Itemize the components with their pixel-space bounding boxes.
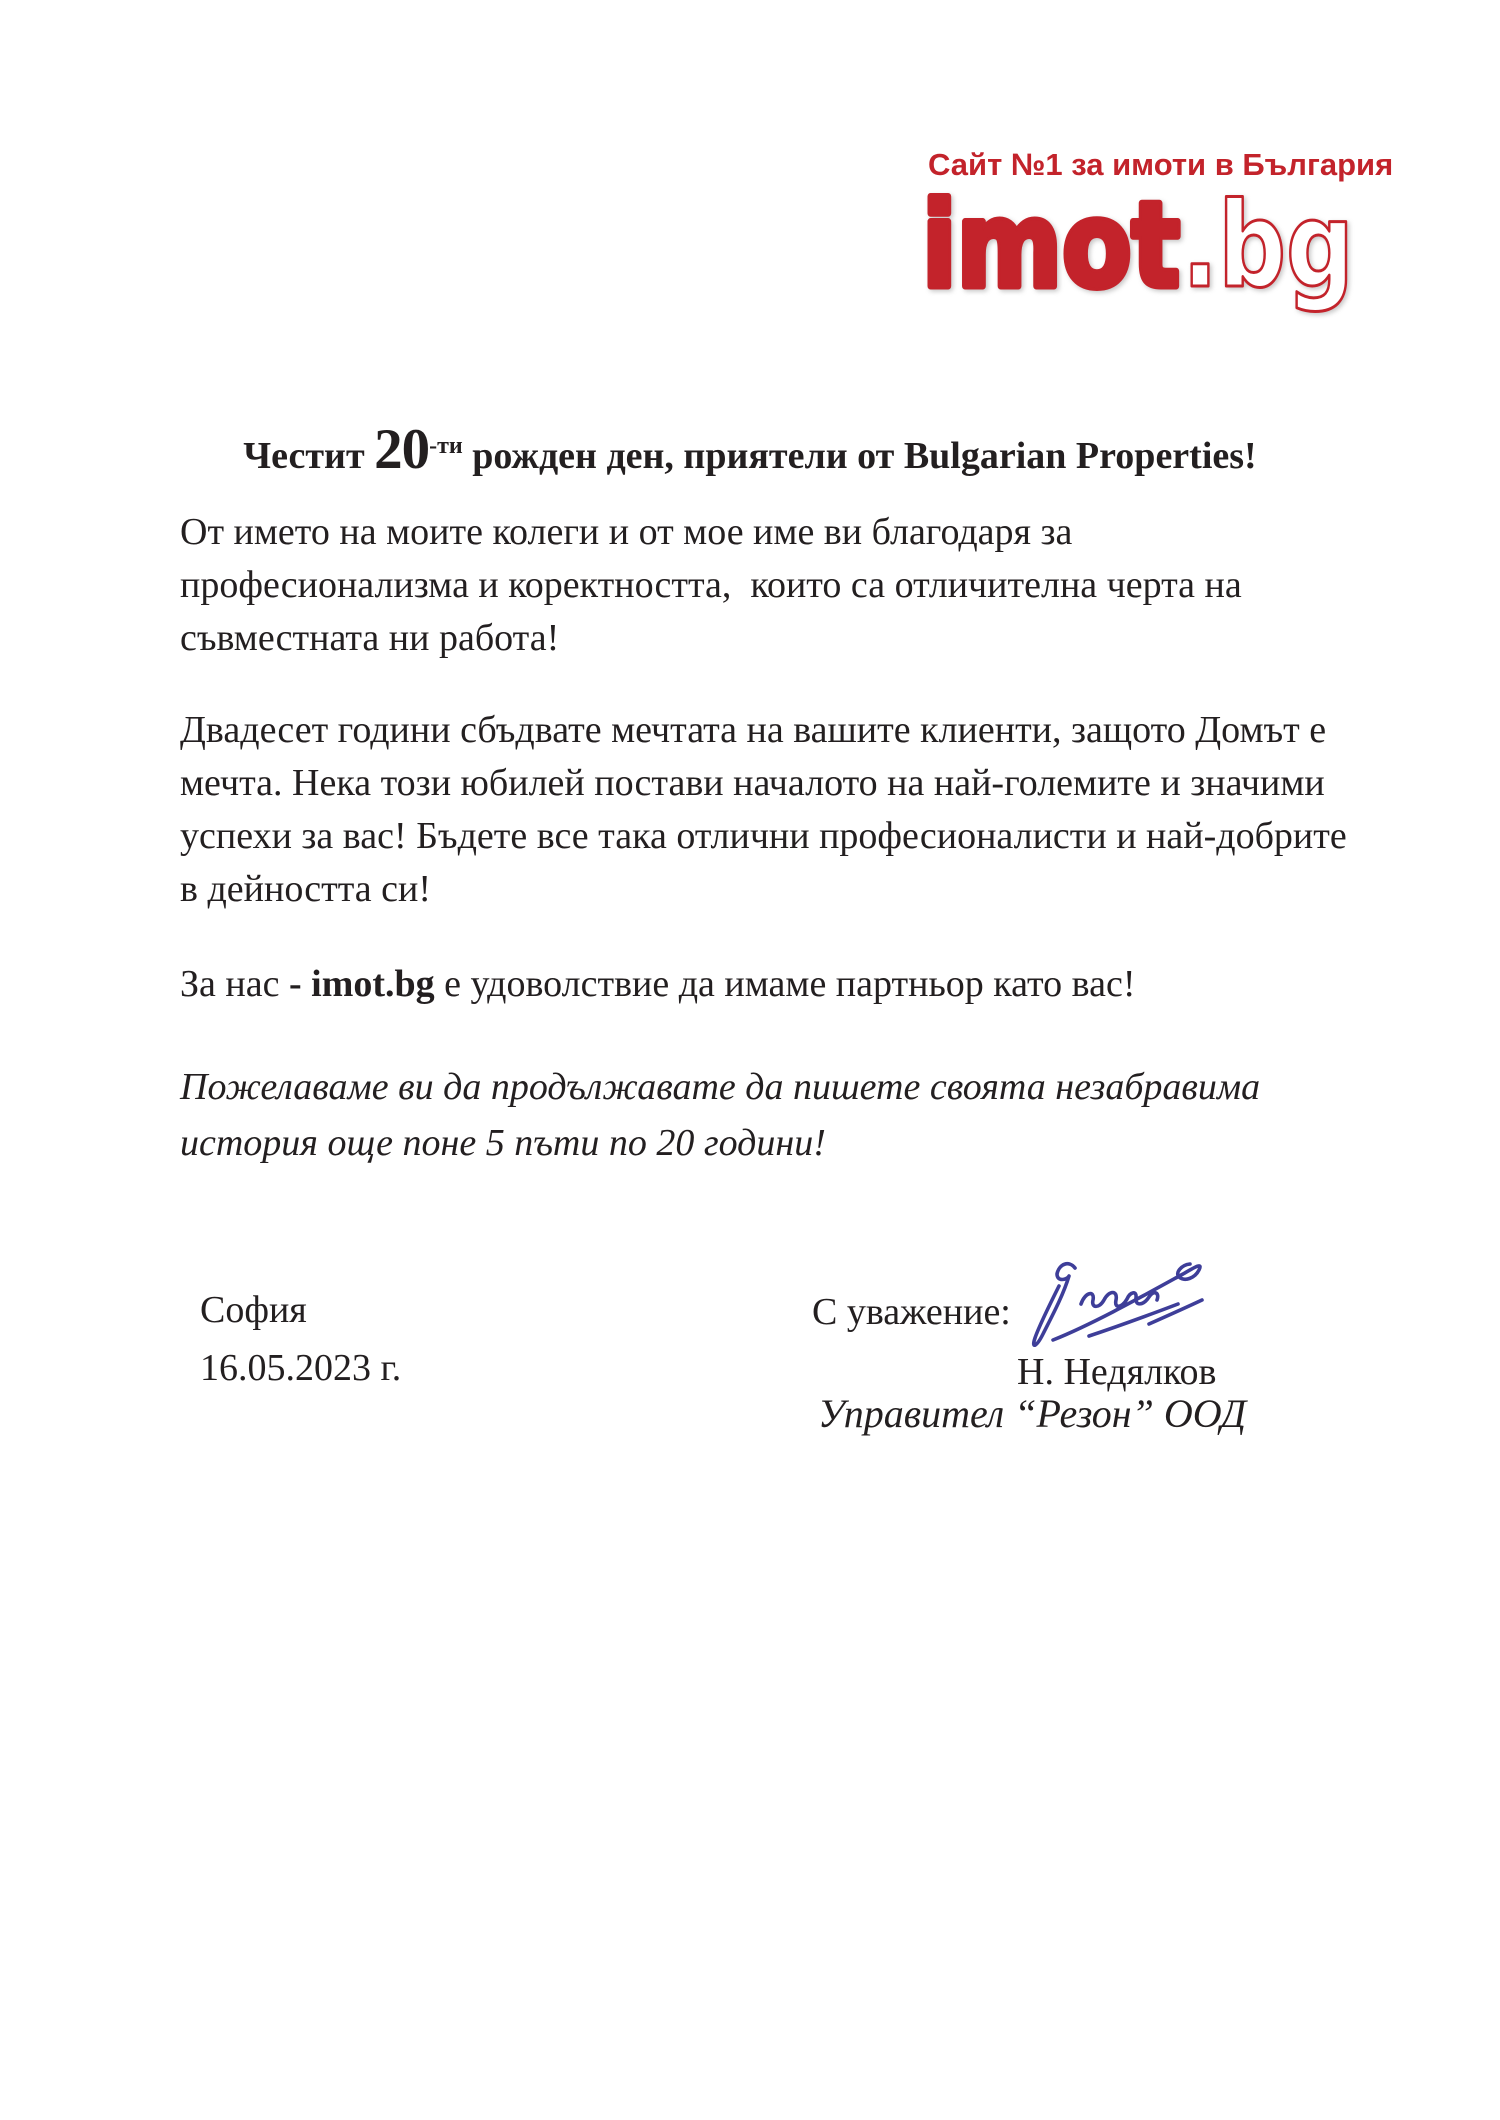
paragraph-line: От името на моите колеги и от мое име ви благодаря за	[180, 511, 1073, 553]
paragraph-thanks	[180, 506, 1360, 665]
p3-before: За нас	[180, 963, 289, 1005]
paragraph-line: съвместната ни работа!	[180, 617, 560, 659]
paragraph-line: Двадесет години сбъдвате мечтата на вашите клиенти, защото Домът е	[180, 709, 1327, 751]
p3-imot-bg-bold: - imot.bg	[288, 963, 435, 1005]
paragraph-line: Пожелаваме ви да продължавате да пишете своята незабравима	[180, 1066, 1261, 1108]
paragraph-partner	[180, 958, 1360, 1011]
logo-bg-outline-text: .bg	[1182, 176, 1354, 314]
brand-header	[920, 147, 1394, 321]
paragraph-line: професионализма и коректността, които са отличителна черта на	[180, 564, 1242, 606]
title-number-20: 20	[374, 418, 430, 482]
signer-title: Управител “Резон” ООД	[818, 1391, 1247, 1436]
paragraph-line	[180, 958, 1360, 1011]
paragraph-line: успехи за вас! Бъдете все така отлични професионалисти и най-добрите	[180, 815, 1347, 857]
letter-title	[0, 417, 1500, 482]
p3-after: е удоволствие да имаме партньор като вас!	[434, 963, 1136, 1005]
date-label: 16.05.2023 г.	[200, 1347, 402, 1389]
signature-stroke-underline1	[1089, 1304, 1178, 1336]
title-superscript: -ти	[429, 433, 463, 460]
title-rest: рожден ден, приятели от Bulgarian Properties!	[462, 435, 1257, 478]
paragraph-anniversary	[180, 704, 1360, 916]
brand-tagline: Сайт №1 за имоти в България	[928, 147, 1394, 182]
paragraph-wish-italic	[180, 1059, 1360, 1171]
paragraph-line: в дейността си!	[180, 868, 432, 910]
closing-label: С уважение:	[812, 1291, 1011, 1333]
signer-name: Н. Недялков	[1017, 1351, 1217, 1393]
imot-bg-logo	[920, 176, 1356, 321]
paragraph-line: история още поне 5 пъти по 20 години!	[180, 1122, 826, 1164]
logo-imot-text: imot	[922, 176, 1180, 314]
city-label: София	[200, 1289, 307, 1331]
signature-scribble	[1023, 1252, 1209, 1348]
title-prefix: Честит	[243, 435, 375, 478]
paragraph-line: мечта. Нека този юбилей постави началото на най-големите и значими	[180, 762, 1325, 804]
